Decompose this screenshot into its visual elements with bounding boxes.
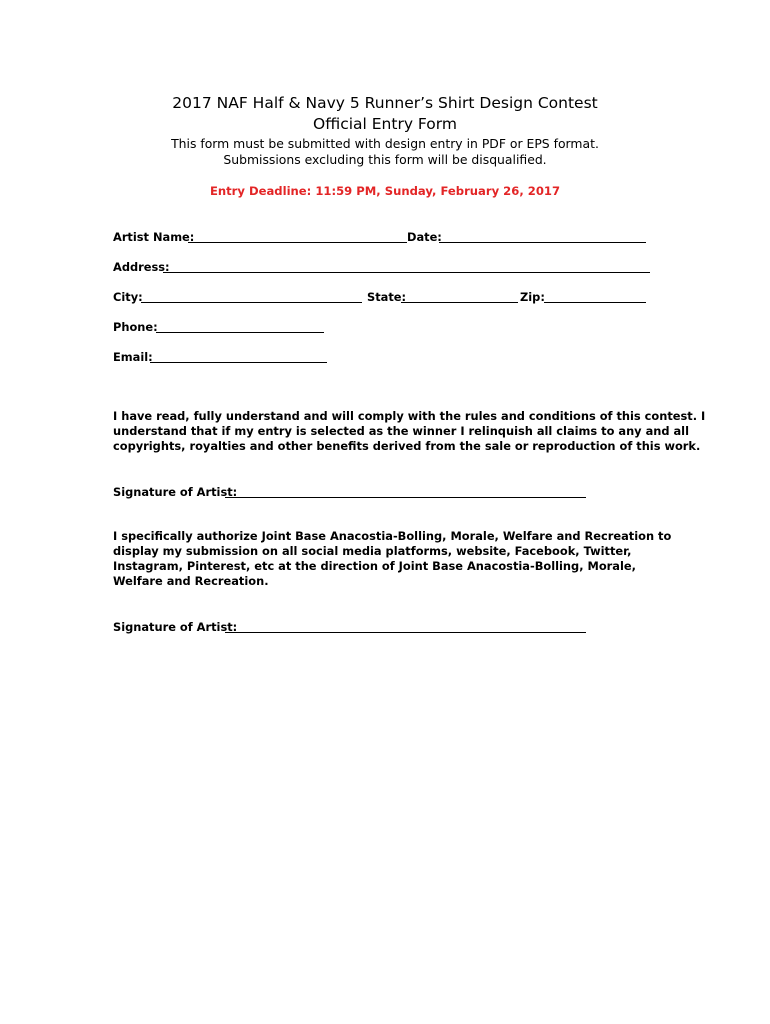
format-note: This form must be submitted with design entry in PDF or EPS format.	[171, 136, 599, 151]
email-field[interactable]	[150, 362, 327, 363]
address-field[interactable]	[163, 272, 650, 273]
date-label: Date:	[407, 230, 442, 244]
artist-name-label: Artist Name:	[113, 230, 195, 244]
email-label: Email:	[113, 350, 153, 364]
zip-field[interactable]	[544, 302, 646, 303]
disqualification-note: Submissions excluding this form will be disqualified.	[223, 152, 547, 167]
authorization-line: Instagram, Pinterest, etc at the direction of Joint Base Anacostia-Bolling, Morale,	[113, 559, 636, 573]
phone-label: Phone:	[113, 320, 158, 334]
agreement-signature-field[interactable]	[225, 497, 586, 498]
city-field[interactable]	[141, 302, 362, 303]
agreement-line: understand that if my entry is selected as the winner I relinquish all claims to any and all	[113, 424, 689, 438]
authorization-line: I specifically authorize Joint Base Anacostia-Bolling, Morale, Welfare and Recreation to	[113, 529, 672, 543]
authorization-paragraph	[113, 529, 673, 589]
form-title: 2017 NAF Half & Navy 5 Runner’s Shirt Design Contest	[172, 94, 598, 112]
state-field[interactable]	[401, 302, 518, 303]
authorization-line: Welfare and Recreation.	[113, 574, 269, 588]
date-field[interactable]	[439, 242, 646, 243]
form-subtitle: Official Entry Form	[313, 115, 457, 133]
zip-label: Zip:	[520, 290, 545, 304]
agreement-paragraph	[113, 409, 706, 454]
entry-deadline: Entry Deadline: 11:59 PM, Sunday, February 26, 2017	[209, 184, 561, 198]
signature-label: Signature of Artist:	[113, 620, 238, 634]
signature-label: Signature of Artist:	[113, 485, 238, 499]
agreement-line: copyrights, royalties and other benefits derived from the sale or reproduction of this work.	[113, 439, 701, 453]
address-label: Address:	[113, 260, 170, 274]
authorization-line: display my submission on all social media platforms, website, Facebook, Twitter,	[113, 544, 632, 558]
state-label: State:	[367, 290, 407, 304]
artist-name-field[interactable]	[188, 242, 407, 243]
phone-field[interactable]	[156, 332, 324, 333]
agreement-line: I have read, fully understand and will comply with the rules and conditions of this contest. I	[113, 409, 706, 423]
city-label: City:	[113, 290, 143, 304]
authorization-signature-field[interactable]	[225, 632, 586, 633]
